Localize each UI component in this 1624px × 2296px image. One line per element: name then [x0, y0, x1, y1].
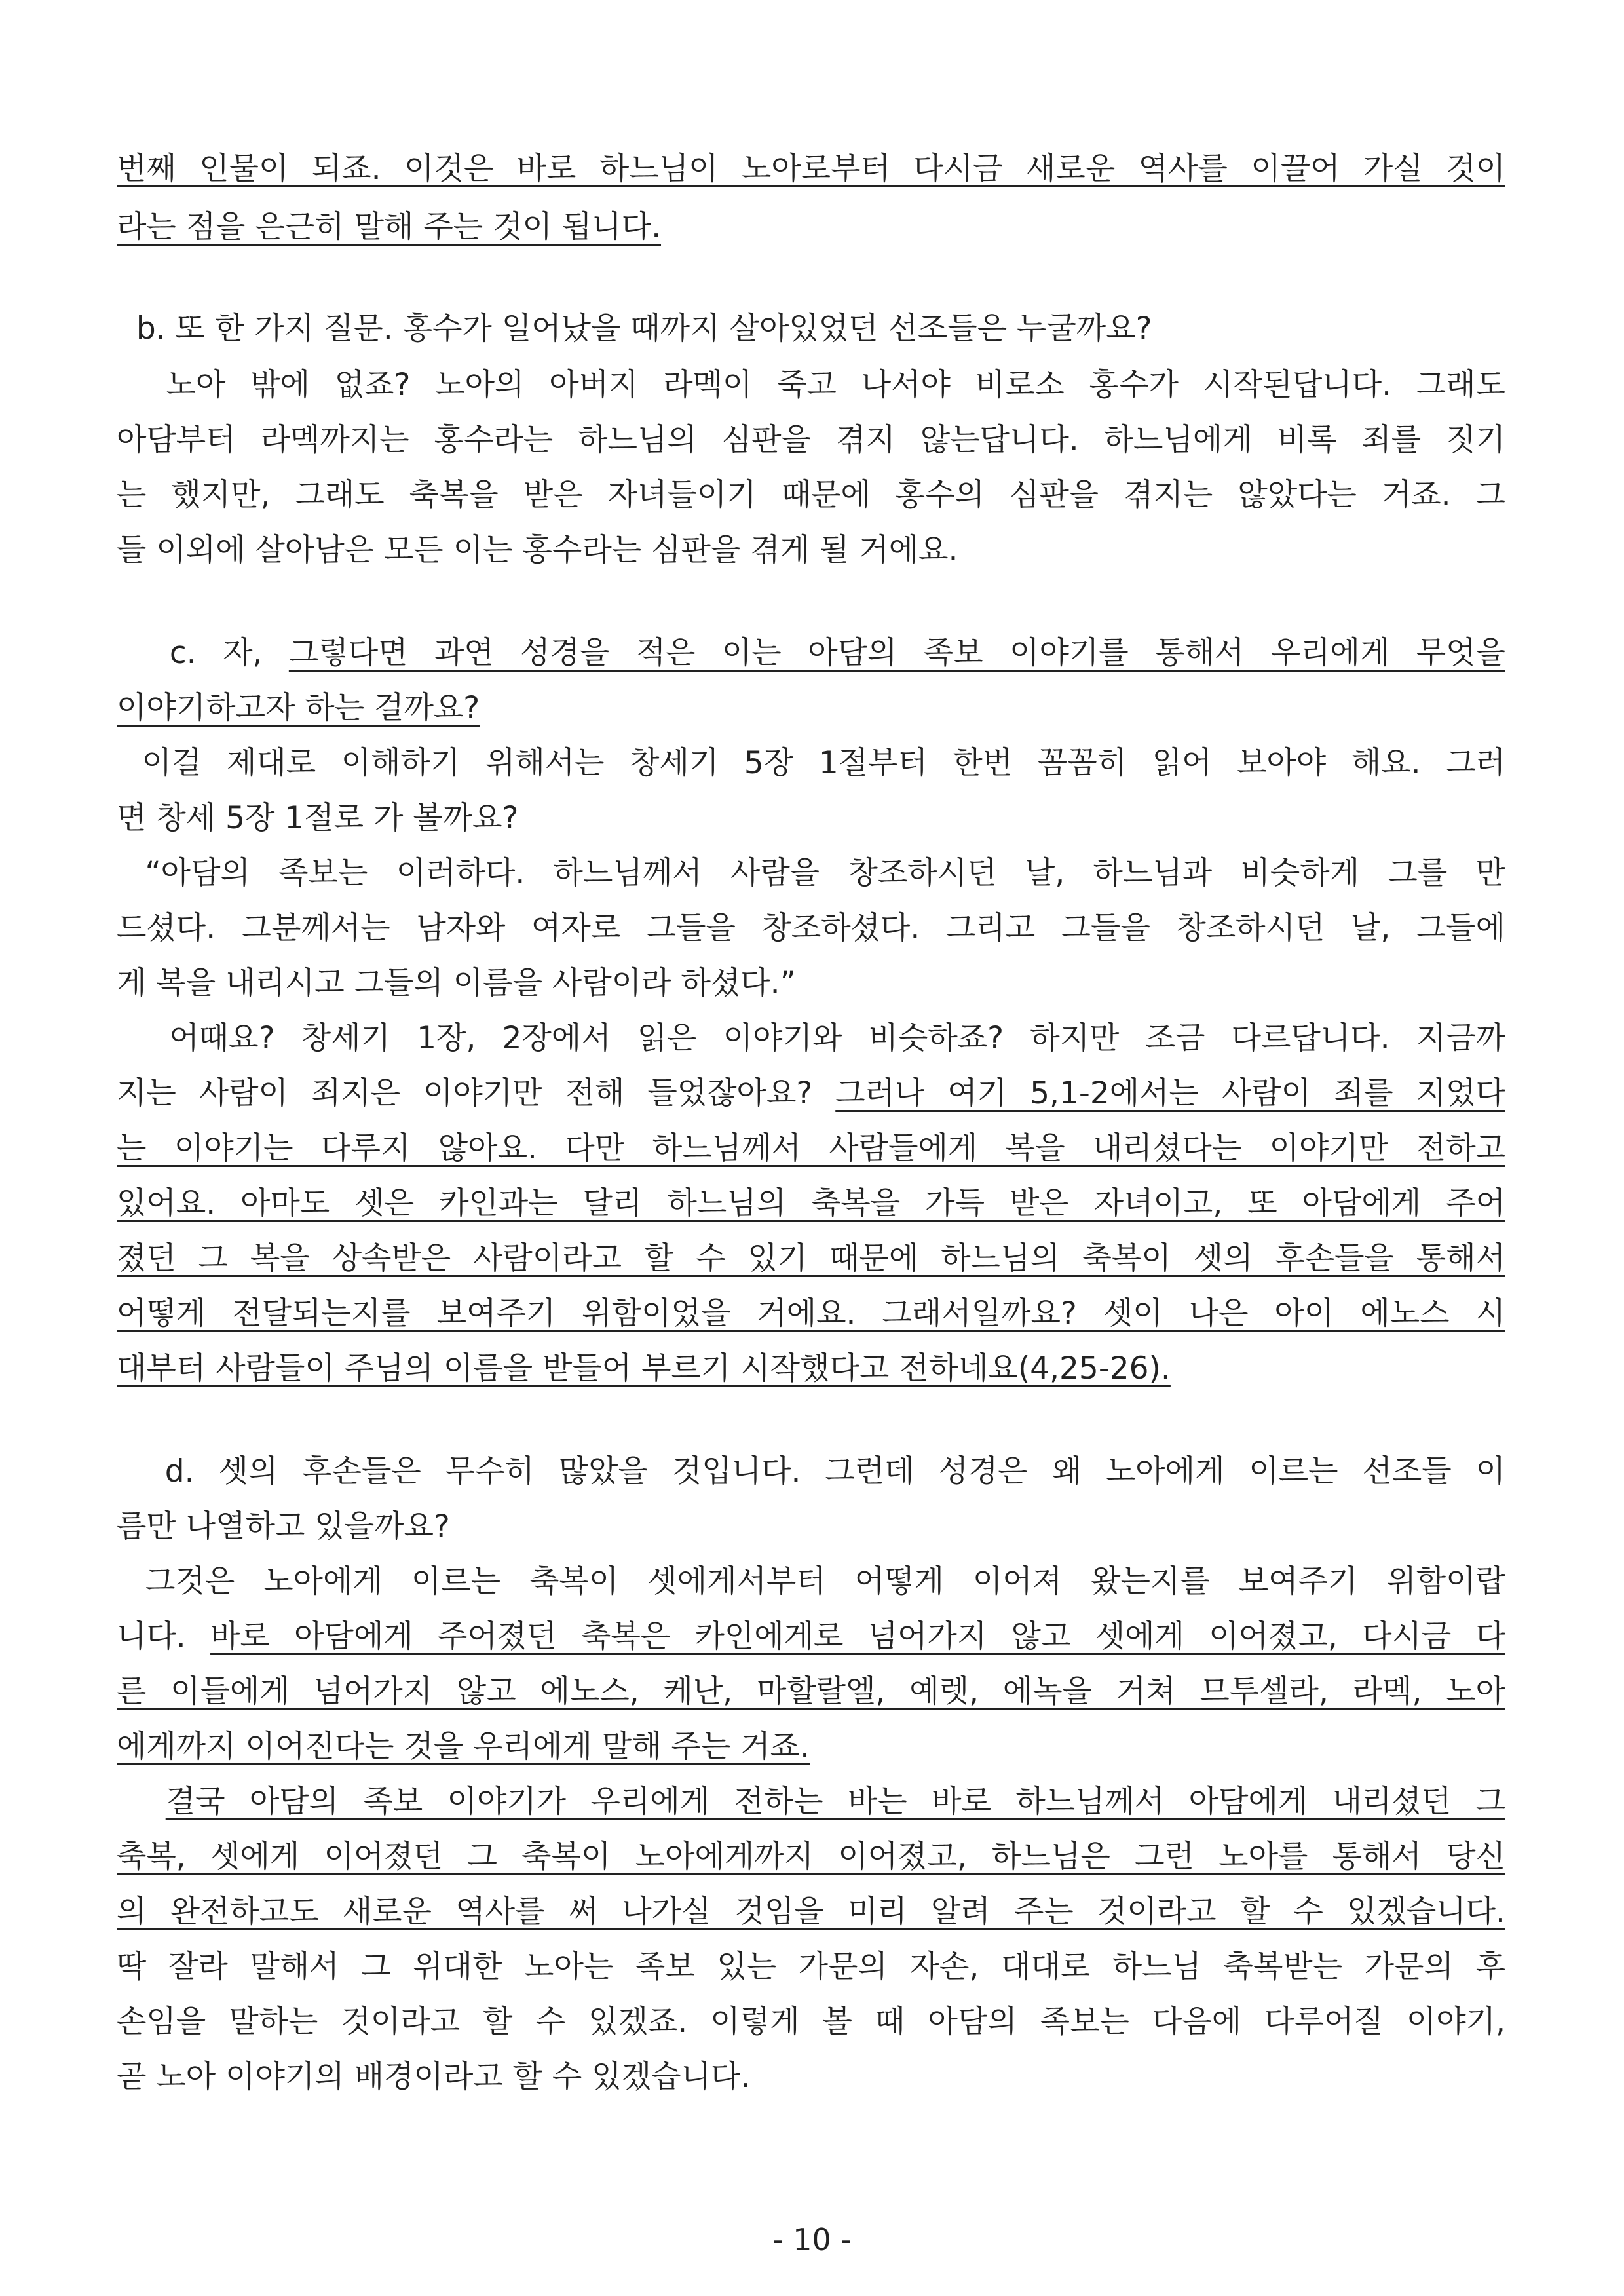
- text-line: 라는 점을 은근히 말해 주는 것이 됩니다.: [117, 209, 662, 245]
- text-line: 곧 노아 이야기의 배경이라고 할 수 있겠습니다.: [117, 2059, 751, 2095]
- text-line: 아담부터 라멕까지는 홍수라는 하느님의 심판을 겪지 않는답니다. 하느님에게 비록 죄를 짓기: [117, 422, 1505, 458]
- text-line: 는 했지만, 그래도 축복을 받은 자녀들이기 때문에 홍수의 심판을 겪지는 않았다는 거죠. 그: [117, 477, 1505, 513]
- text-line: 이야기하고자 하는 걸까요?: [117, 690, 480, 726]
- text-line: 어때요? 창세기 1장, 2장에서 읽은 이야기와 비슷하죠? 하지만 조금 다르답니다. 지금까: [117, 1020, 1505, 1056]
- quote-line: 게 복을 내리시고 그들의 이름을 사람이라 하셨다.”: [117, 965, 796, 1001]
- page-number: - 10 -: [772, 2222, 852, 2257]
- text-line: 대부터 사람들이 주님의 이름을 받들어 부르기 시작했다고 전하네요(4,25-26).: [117, 1350, 1171, 1387]
- text-line: 결국 아담의 족보 이야기가 우리에게 전하는 바는 바로 하느님께서 아담에게 내리셨던 그: [165, 1784, 1505, 1820]
- text-line: 는 이야기는 다루지 않아요. 다만 하느님께서 사람들에게 복을 내리셨다는 이야기만 전하고: [117, 1130, 1505, 1166]
- text-line: 그것은 노아에게 이르는 축복이 셋에게서부터 어떻게 이어져 왔는지를 보여주기 위함이랍: [117, 1563, 1505, 1599]
- quote-line: “아담의 족보는 이러하다. 하느님께서 사람을 창조하시던 날, 하느님과 비슷하게 그를 만: [117, 855, 1505, 891]
- text-line: 딱 잘라 말해서 그 위대한 노아는 족보 있는 가문의 자손, 대대로 하느님 축복받는 가문의 후: [117, 1949, 1505, 1985]
- text-line: 졌던 그 복을 상속받은 사람이라고 할 수 있기 때문에 하느님의 축복이 셋의 후손들을 통해서: [117, 1240, 1505, 1276]
- text-line: 에게까지 이어진다는 것을 우리에게 말해 주는 거죠.: [117, 1729, 810, 1765]
- text-line: 른 이들에게 넘어가지 않고 에노스, 케난, 마할랄엘, 예렛, 에녹을 거쳐 므투셀라, 라멕, 노아: [117, 1674, 1505, 1710]
- text-line: b. 또 한 가지 질문. 홍수가 일어났을 때까지 살아있었던 선조들은 누굴까요?: [117, 311, 1152, 347]
- quote-line: 드셨다. 그분께서는 남자와 여자로 그들을 창조하셨다. 그리고 그들을 창조하시던 날, 그들에: [117, 910, 1505, 946]
- text-line: 니다. 바로 아담에게 주어졌던 축복은 카인에게로 넘어가지 않고 셋에게 이어졌고, 다시금 다: [117, 1618, 1505, 1655]
- text-line: 름만 나열하고 있을까요?: [117, 1508, 450, 1544]
- text-line: d. 셋의 후손들은 무수히 많았을 것입니다. 그런데 성경은 왜 노아에게 이르는 선조들 이: [117, 1453, 1505, 1489]
- text-line: 어떻게 전달되는지를 보여주기 위함이었을 거에요. 그래서일까요? 셋이 나은 아이 에노스 시: [117, 1295, 1505, 1331]
- text-line: 있어요. 아마도 셋은 카인과는 달리 하느님의 축복을 가득 받은 자녀이고, 또 아담에게 주어: [117, 1185, 1505, 1221]
- text-line: c. 자, 그렇다면 과연 성경을 적은 이는 아담의 족보 이야기를 통해서 우리에게 무엇을: [117, 635, 1505, 671]
- text-line: 번째 인물이 되죠. 이것은 바로 하느님이 노아로부터 다시금 새로운 역사를 이끌어 가실 것이: [117, 151, 1505, 187]
- text-line: 의 완전하고도 새로운 역사를 써 나가실 것임을 미리 알려 주는 것이라고 할 수 있겠습니다.: [117, 1894, 1505, 1930]
- text-line: 노아 밖에 없죠? 노아의 아버지 라멕이 죽고 나서야 비로소 홍수가 시작된답니다. 그래도: [117, 367, 1505, 403]
- text-line: 축복, 셋에게 이어졌던 그 축복이 노아에게까지 이어졌고, 하느님은 그런 노아를 통해서 당신: [117, 1839, 1505, 1875]
- text-line: 들 이외에 살아남은 모든 이는 홍수라는 심판을 겪게 될 거에요.: [117, 532, 958, 568]
- text-line: 면 창세 5장 1절로 가 볼까요?: [117, 800, 519, 836]
- text-line: 손임을 말하는 것이라고 할 수 있겠죠. 이렇게 볼 때 아담의 족보는 다음에 다루어질 이야기,: [117, 2004, 1505, 2040]
- text-line: 지는 사람이 죄지은 이야기만 전해 들었잖아요? 그러나 여기 5,1-2에서는 사람이 죄를 지었다: [117, 1075, 1505, 1111]
- text-line: 이걸 제대로 이해하기 위해서는 창세기 5장 1절부터 한번 꼼꼼히 읽어 보아야 해요. 그러: [117, 745, 1505, 781]
